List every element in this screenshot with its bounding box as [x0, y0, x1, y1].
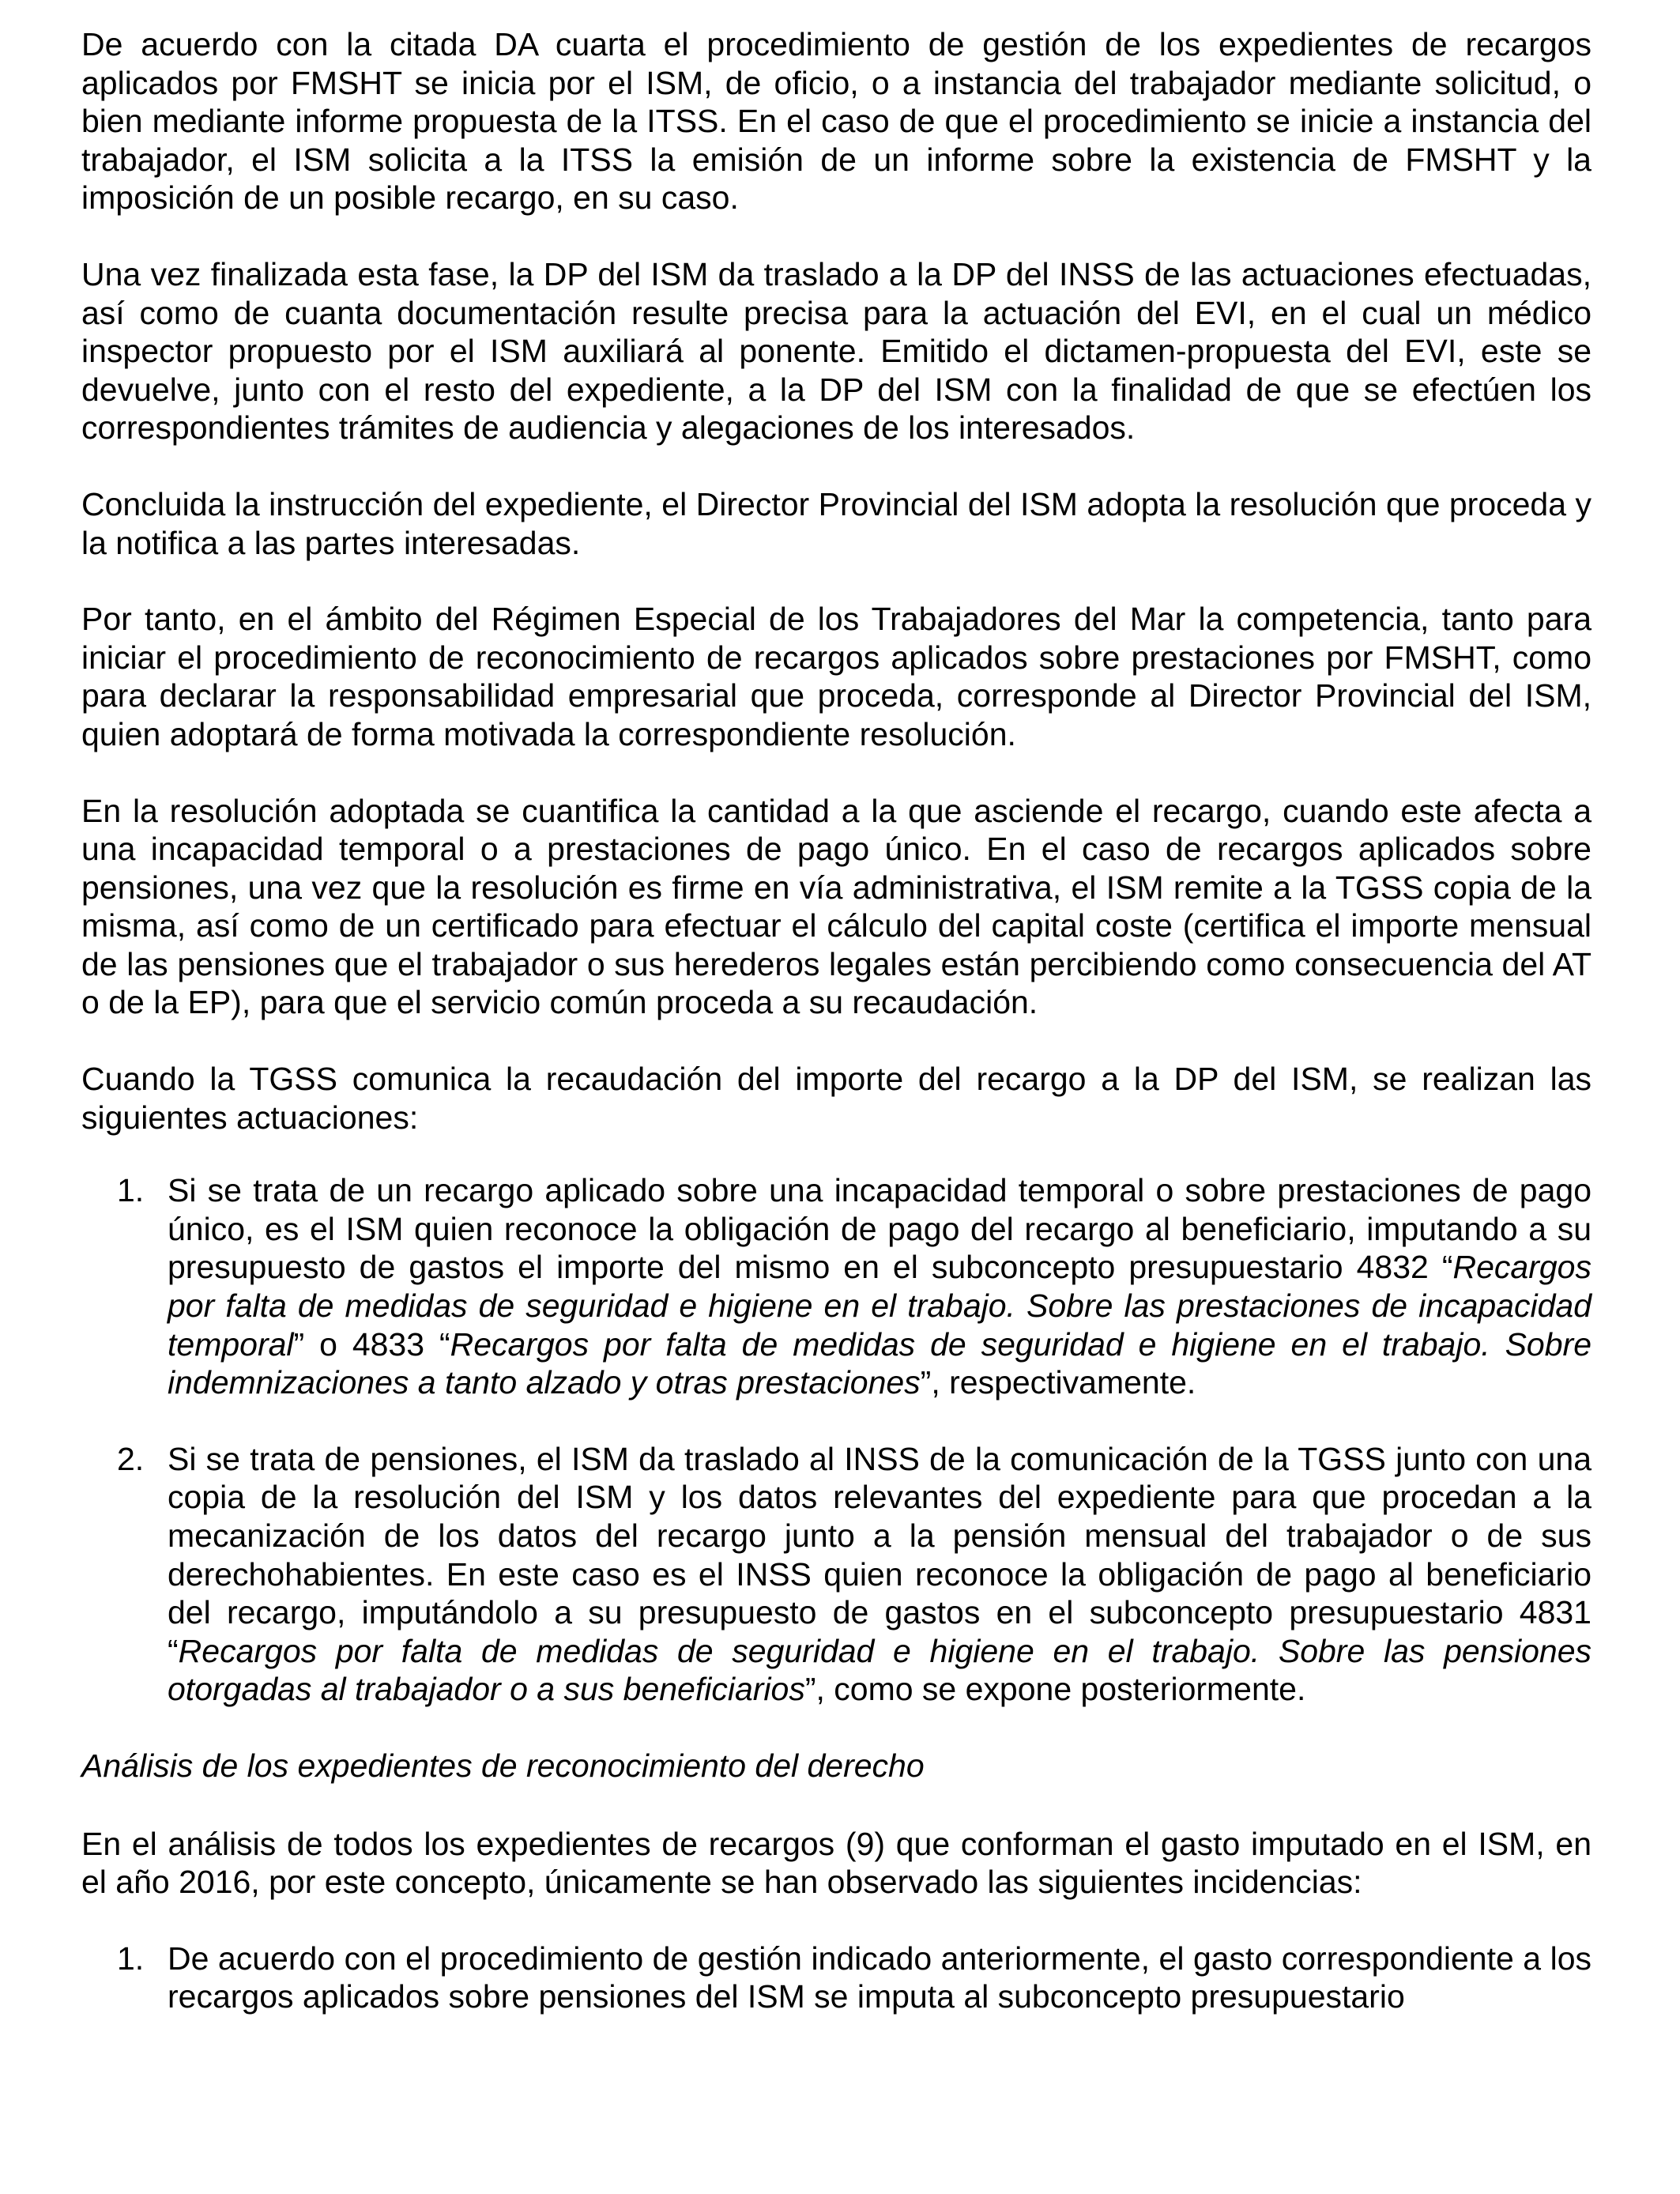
- list-number: 2.: [117, 1440, 145, 1477]
- paragraph-procedimiento: De acuerdo con la citada DA cuarta el procedimiento de gestión de los expedientes de recargos aplicados por FMSHT se inicia por el ISM, de oficio, o a instancia del trabajador mediante solicitud, o bien mediante informe propuesta de la ITSS. En el caso de que el procedimiento se inicie a instancia del trabajador, el ISM solicita a la ITSS la emisión de un informe sobre la existencia de FMSHT y la imposición de un posible recargo, en su caso.: [81, 26, 1591, 217]
- list-number: 1.: [117, 1940, 145, 1977]
- list-text: ” o 4833 “: [293, 1325, 450, 1363]
- list-text: De acuerdo con el procedimiento de gestión indicado anteriormente, el gasto correspondiente a los recargos aplicados sobre pensiones del ISM se imputa al subconcepto presupuestario: [168, 1940, 1591, 2015]
- list-italic-text: Recargos por falta de medidas de seguridad e higiene en el trabajo. Sobre las prestaciones de incapacidad temporal: [168, 1249, 1591, 1363]
- list-number: 1.: [117, 1172, 145, 1209]
- list-item: [81, 1440, 1591, 1709]
- document-page: [81, 25, 1591, 2054]
- paragraph-competencia: Por tanto, en el ámbito del Régimen Especial de los Trabajadores del Mar la competencia, tanto para iniciar el procedimiento de reconocimiento de recargos aplicados sobre prestaciones por FMSHT, como para declarar la responsabilidad empresarial que proceda, corresponde al Director Provincial del ISM, quien adoptará de forma motivada la correspondiente resolución.: [81, 601, 1591, 752]
- list-item: [81, 1940, 1591, 2016]
- paragraph-fase: Una vez finalizada esta fase, la DP del ISM da traslado a la DP del INSS de las actuaciones efectuadas, así como de cuanta documentación resulte precisa para la actuación del EVI, en el cual un médico inspector propuesto por el ISM auxiliará al ponente. Emitido el dictamen-propuesta del EVI, este se devuelve, junto con el resto del expediente, a la DP del ISM con la finalidad de que se efectúen los correspondientes trámites de audiencia y alegaciones de los interesados.: [81, 255, 1591, 447]
- paragraph-actuaciones: Cuando la TGSS comunica la recaudación del importe del recargo a la DP del ISM, se realizan las siguientes actuaciones:: [81, 1061, 1591, 1136]
- list-text: ”, respectivamente.: [920, 1364, 1196, 1401]
- list-text: Si se trata de pensiones, el ISM da traslado al INSS de la comunicación de la TGSS junto con una copia de la resolución del ISM y los datos relevantes del expediente para que procedan a la mecanización de los datos del recargo junto a la pensión mensual del trabajador o de sus derechohabientes. En este caso es el INSS quien reconoce la obligación de pago al beneficiario del recargo, imputándolo a su presupuesto de gastos en el subconcepto presupuestario 4831 “: [168, 1440, 1591, 1669]
- paragraph-instruccion: Concluida la instrucción del expediente, el Director Provincial del ISM adopta la resolución que proceda y la notifica a las partes interesadas.: [81, 485, 1591, 561]
- list-italic-text: Recargos por falta de medidas de seguridad e higiene en el trabajo. Sobre indemnizaciones a tanto alzado y otras prestaciones: [168, 1325, 1591, 1401]
- section-subheading: Análisis de los expedientes de reconocimiento del derecho: [81, 1747, 925, 1784]
- list-text: ”, como se expone posteriormente.: [804, 1671, 1306, 1708]
- paragraph-resolucion: En la resolución adoptada se cuantifica la cantidad a la que asciende el recargo, cuando este afecta a una incapacidad temporal o a prestaciones de pago único. En el caso de recargos aplicados sobre pensiones, una vez que la resolución es firme en vía administrativa, el ISM remite a la TGSS copia de la misma, así como de un certificado para efectuar el cálculo del capital coste (certifica el importe mensual de las pensiones que el trabajador o sus herederos legales están percibiendo como consecuencia del AT o de la EP), para que el servicio común proceda a su recaudación.: [81, 792, 1591, 1021]
- list-italic-text: Recargos por falta de medidas de seguridad e higiene en el trabajo. Sobre las pensiones otorgadas al trabajador o a sus beneficiarios: [168, 1632, 1591, 1708]
- list-text: Si se trata de un recargo aplicado sobre una incapacidad temporal o sobre prestaciones de pago único, es el ISM quien reconoce la obligación de pago del recargo al beneficiario, imputando a su presupuesto de gastos el importe del mismo en el subconcepto presupuestario 4832 “: [168, 1172, 1591, 1286]
- list-item: [81, 1171, 1591, 1402]
- actuaciones-list: [81, 1171, 1591, 1709]
- incidencias-list: [81, 1940, 1591, 2016]
- paragraph-analisis: En el análisis de todos los expedientes de recargos (9) que conforman el gasto imputado en el ISM, en el año 2016, por este concepto, únicamente se han observado las siguientes incidencias:: [81, 1825, 1591, 1901]
